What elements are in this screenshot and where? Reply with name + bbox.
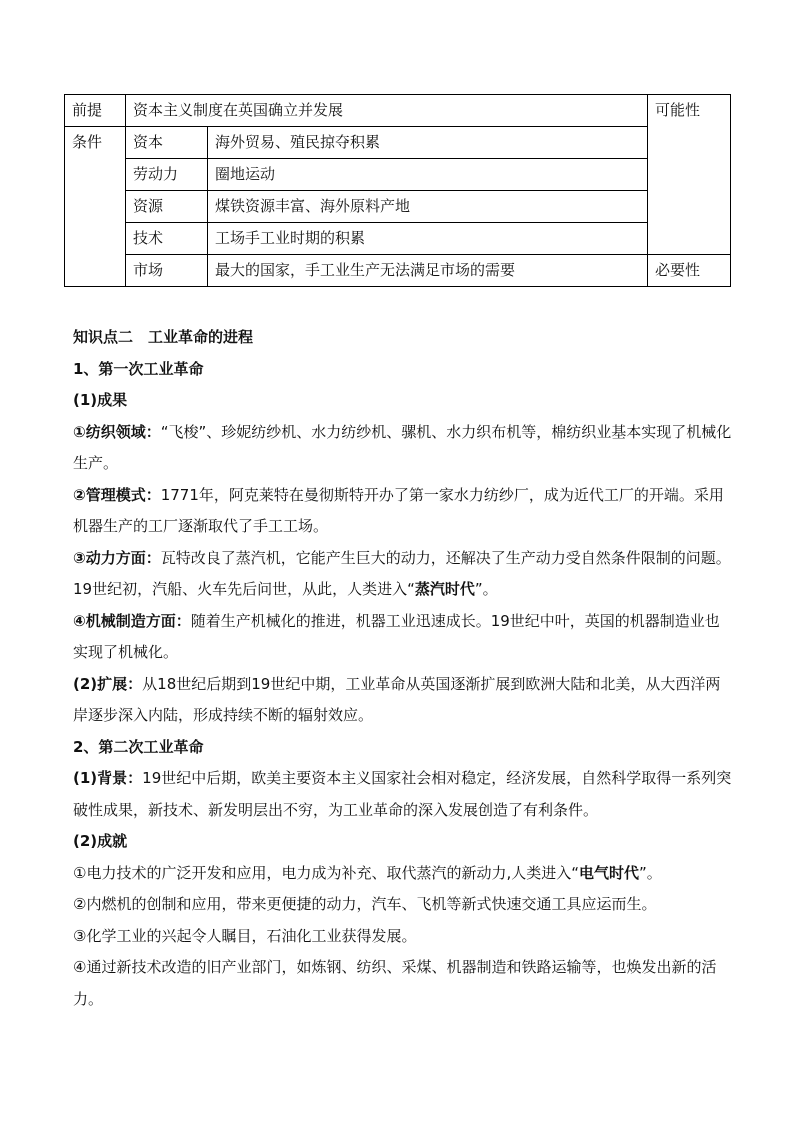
table-cell: 劳动力 [126,159,208,191]
item-emphasis: 电气时代 [579,863,640,882]
table-cell: 前提 [65,95,126,127]
table-row [65,223,731,255]
item-text: ”。 [474,580,498,598]
list-item: ④通过新技术改造的旧产业部门，如炼钢、纺织、采煤、机器制造和铁路运输等，也焕发出新的活力。 [73,958,717,1008]
item-label: ④机械制造方面： [73,611,191,630]
list-item [73,543,733,606]
table-row [65,95,731,127]
item-text: ”。 [639,863,662,882]
item-emphasis: 蒸汽时代 [414,580,475,598]
item-text: ①电力技术的广泛开发和应用，电力成为补充、取代蒸汽的新动力,人类进入“ [73,863,579,882]
table-cell: 资源 [126,191,208,223]
table-cell: 条件 [65,127,126,287]
list-item [73,606,733,669]
item-label: ②管理模式： [73,485,161,504]
item-text: 随着生产机械化的推进，机器工业迅速成长。19世纪中叶，英国的机器制造业也实现了机械化。 [73,611,720,661]
table-row [65,255,731,287]
conditions-table [64,94,731,287]
table-cell: 必要性 [648,255,731,287]
table-cell: 资本主义制度在英国确立并发展 [126,95,648,127]
item-text: 瓦特改良了蒸汽机，它能产生巨大的动力，还解决了生产动力受自然条件限制的问题。19世纪初，汽船、火车先后问世，从此，人类进入“ [73,548,731,598]
table-cell: 海外贸易、殖民掠夺积累 [208,127,648,159]
table-cell: 技术 [126,223,208,255]
achievements-label: (2)成就 [73,832,128,850]
table-cell: 资本 [126,127,208,159]
results-label: (1)成果 [73,391,128,409]
item-label: ③动力方面： [73,548,161,567]
item-text: 19世纪中后期，欧美主要资本主义国家社会相对稳定，经济发展，自然科学取得一系列突破性成果，新技术、新发明层出不穷，为工业革命的深入发展创造了有利条件。 [73,769,732,819]
table-cell: 煤铁资源丰富、海外原料产地 [208,191,648,223]
table-row [65,191,731,223]
list-item [73,858,733,890]
list-item [73,480,733,543]
table-row [65,159,731,191]
item-label: (2)扩展： [73,674,143,693]
list-item [73,763,733,826]
table-cell: 工场手工业时期的积累 [208,223,648,255]
item-text: “飞梭”、珍妮纺纱机、水力纺纱机、骡机、水力织布机等，棉纺织业基本实现了机械化生产。 [73,422,732,472]
list-item: ③化学工业的兴起令人瞩目，石油化工业获得发展。 [73,926,417,945]
item-text: 1771年，阿克莱特在曼彻斯特开办了第一家水力纺纱厂，成为近代工厂的开端。采用机器生产的工厂逐渐取代了手工工场。 [73,485,724,535]
table-cell: 圈地运动 [208,159,648,191]
subsection-title: 2、第二次工业革命 [73,737,204,756]
table-cell: 最大的国家，手工业生产无法满足市场的需要 [208,255,648,287]
item-label: ①纺织领域： [73,422,161,441]
table-cell: 市场 [126,255,208,287]
table-row [65,127,731,159]
list-item: ②内燃机的创制和应用，带来更便捷的动力，汽车、飞机等新式快速交通工具应运而生。 [73,895,657,913]
list-item [73,417,733,480]
list-item [73,669,733,732]
section-heading: 知识点二 工业革命的进程 [73,328,254,346]
subsection-title: 1、第一次工业革命 [73,359,204,378]
content-body [73,322,733,1015]
item-text: 从18世纪后期到19世纪中期，工业革命从英国逐渐扩展到欧洲大陆和北美，从大西洋两岸逐步深入内陆，形成持续不断的辐射效应。 [73,674,721,724]
item-label: (1)背景： [73,769,143,787]
table-cell: 可能性 [648,95,731,255]
